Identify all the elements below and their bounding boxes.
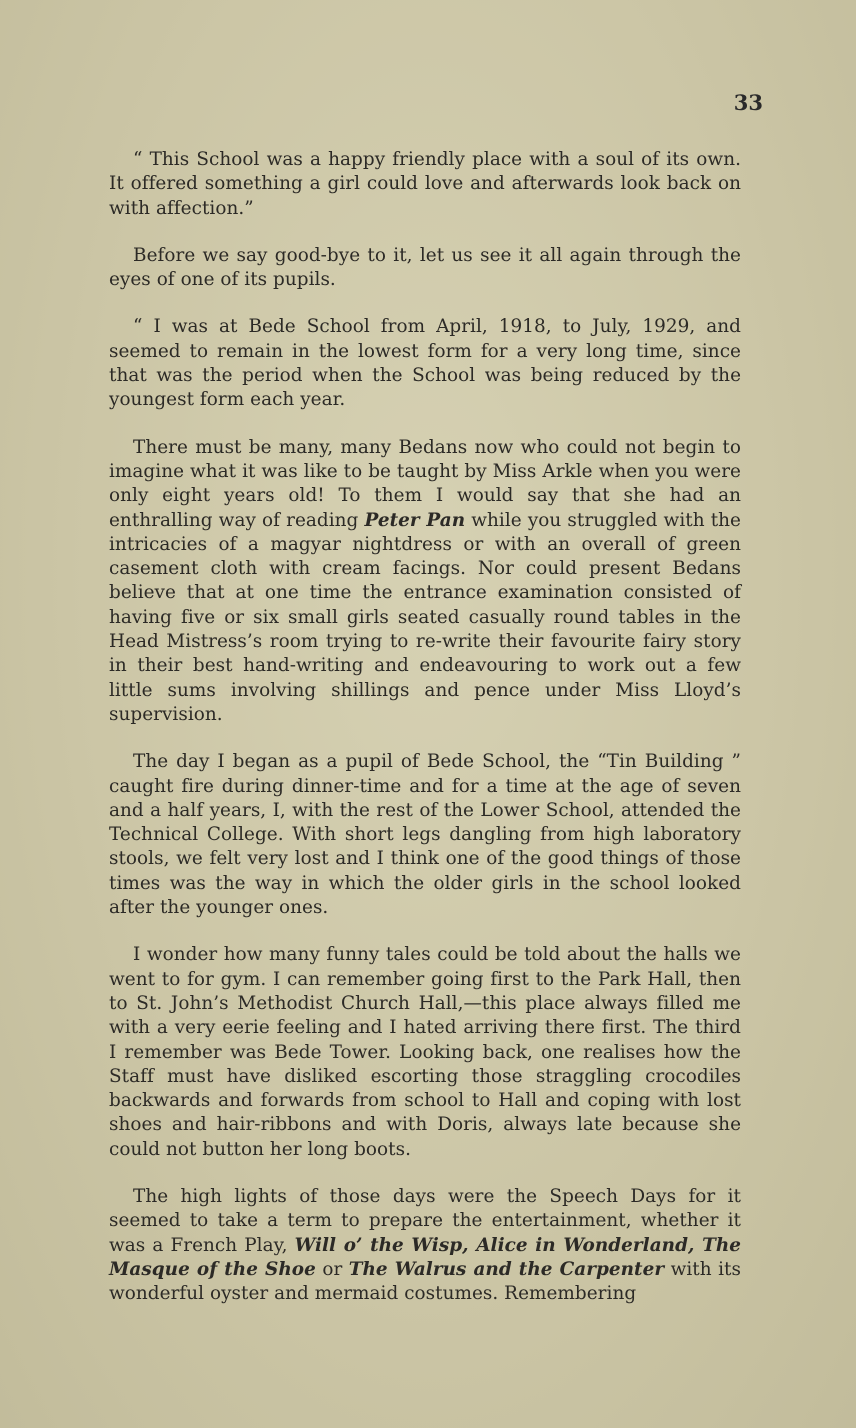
paragraph-6: I wonder how many funny tales could be told about the halls we went to for gym. I can remember going first to the Park Hall, then to St. John’s Methodist Church Hall,—this place always filled me with a very eerie feeling and I hated arriving there first. The third I remember was Bede Tower. Looking back, one realises how the Staff must have disliked escorting those straggling crocodiles backwards and forwards from school to Hall and coping with lost shoes and hair-ribbons and with Doris, always late because she could not button her long boots. <box>109 944 741 1160</box>
book-title-peter-pan: Peter Pan <box>364 509 466 531</box>
paragraph-7-text-2: or <box>315 1258 349 1280</box>
play-title-walrus: The Walrus and the Carpenter <box>348 1258 665 1280</box>
paragraph-4 <box>109 436 741 728</box>
paragraph-1: “ This School was a happy friendly place with a soul of its own. It offered something a girl could love and afterwards look back on with affection.” <box>109 149 741 219</box>
body-text <box>109 148 741 1329</box>
paragraph-2: Before we say good-bye to it, let us see it all again through the eyes of one of its pupils. <box>109 244 741 291</box>
paragraph-4-text-after: while you struggled with the intricacies of a magyar nightdress or with an overall of green casement cloth with cream facings. Nor could present Bedans believe that at one time the entrance examination consisted of having five or six small girls seated casually round tables in the Head Mistress’s room trying to re-write their favourite fairy story in their best hand-writing and endeavouring to work out a few little sums involving shillings and pence under Miss Lloyd’s supervision. <box>109 509 741 725</box>
paragraph-7-text-3: with its wonderful oyster and mermaid costumes. Remembering <box>109 1258 741 1305</box>
paragraph-3: “ I was at Bede School from April, 1918, to July, 1929, and seemed to remain in the lowest form for a very long time, since that was the period when the School was being reduced by the youngest form each year. <box>109 316 741 411</box>
paragraph-7-text-1: The high lights of those days were the Speech Days for it seemed to take a term to prepare the entertainment, whether it was a French Play, <box>109 1185 741 1256</box>
paragraph-7 <box>109 1185 741 1306</box>
play-titles: Will o’ the Wisp, Alice in Wonderland, The Masque of the Shoe <box>109 1234 741 1280</box>
paragraph-5: The day I began as a pupil of Bede School, the “Tin Building ” caught fire during dinner-time and for a time at the age of seven and a half years, I, with the rest of the Lower School, attended the Technical College. With short legs dangling from high laboratory stools, we felt very lost and I think one of the good things of those times was the way in which the older girls in the school looked after the younger ones. <box>109 751 741 919</box>
paragraph-4-text-before: There must be many, many Bedans now who could not begin to imagine what it was like to be taught by Miss Arkle when you were only eight years old! To them I would say that she had an enthralling way of reading <box>109 436 741 531</box>
page-number: 33 <box>733 90 763 115</box>
